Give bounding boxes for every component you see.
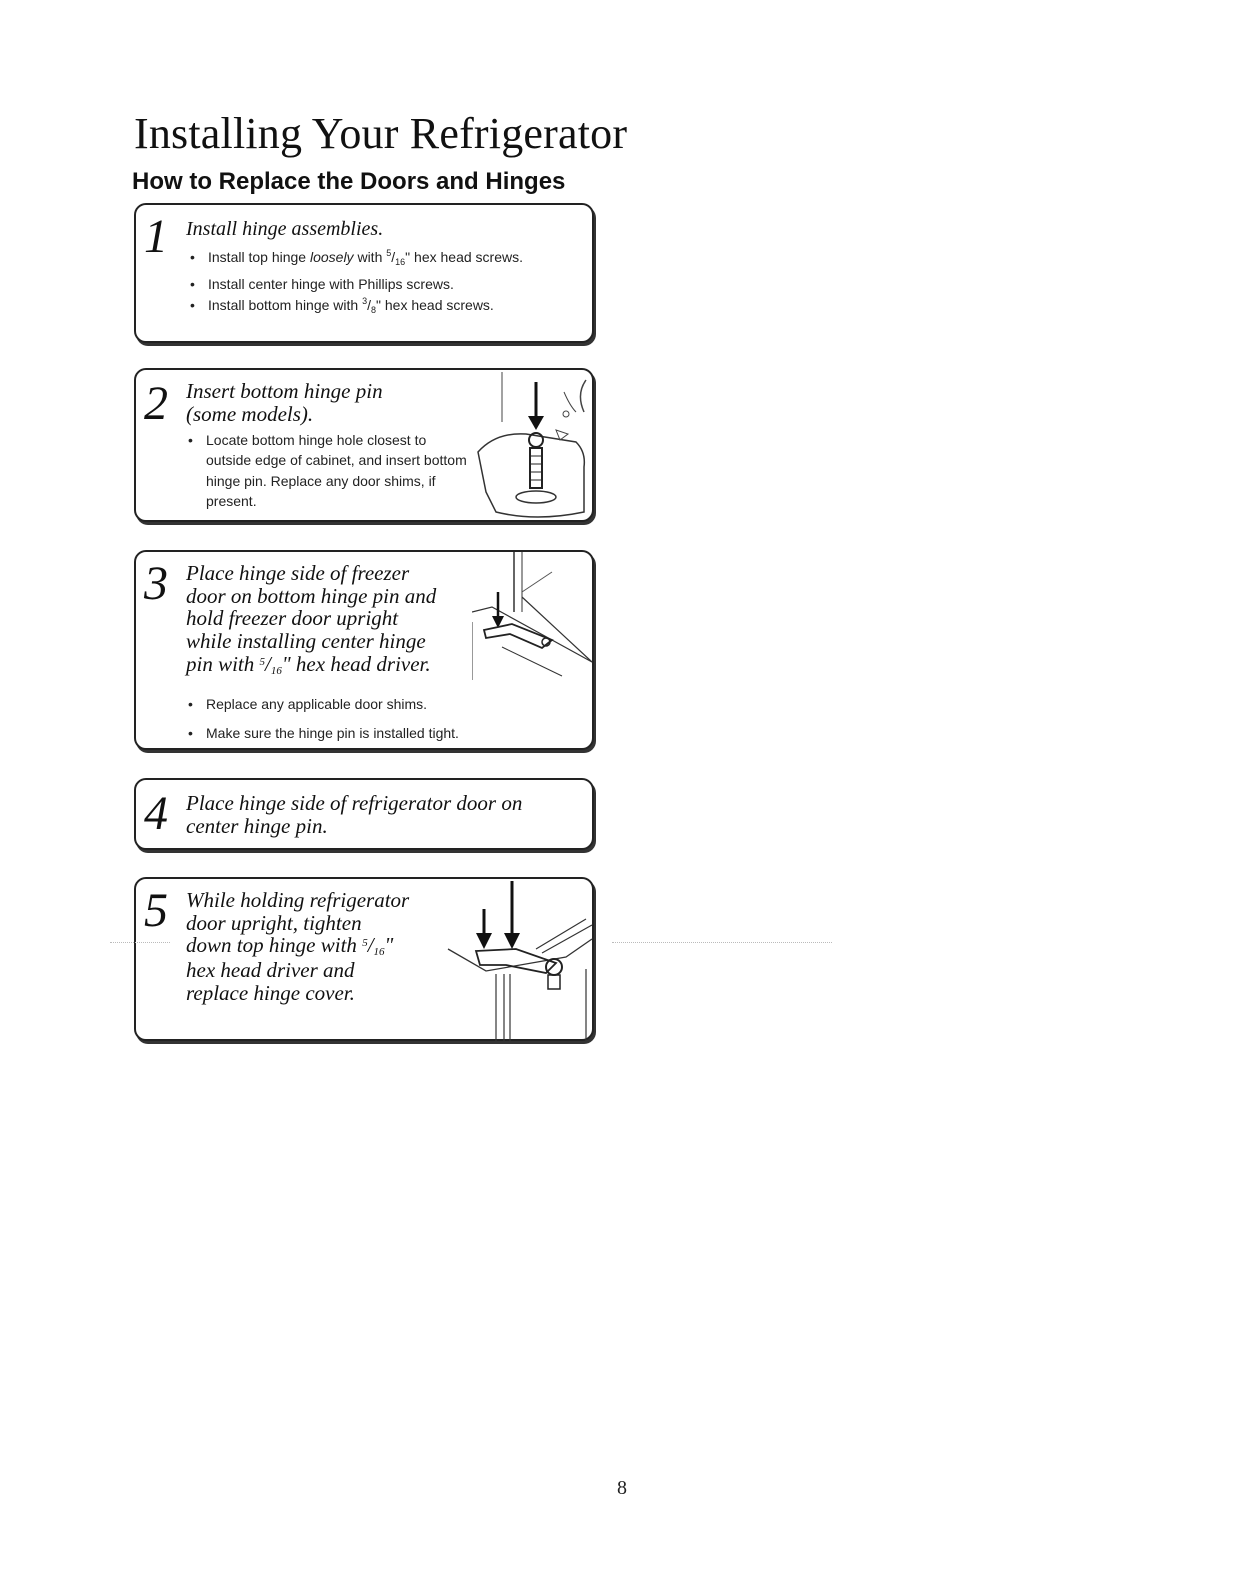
step-2-title: Insert bottom hinge pin (some models). (186, 379, 383, 426)
step-1-bullets (186, 247, 566, 317)
step-5-title: While holding refrigerator door upright, tighten down top hinge with $^5/_{16}$" hex head driver and replace hinge cover. (186, 888, 410, 1005)
step-4-title: Place hinge side of refrigerator door on center hinge pin. (186, 791, 523, 838)
scan-rule-left (110, 942, 170, 943)
step-5-box (134, 877, 594, 1041)
step-1-box (134, 203, 594, 343)
step-1-bullet: • Install bottom hinge with $^3/_8$" hex head screws. (186, 295, 566, 318)
step-5-number: 5 (144, 884, 168, 937)
top-hinge-illustration (446, 879, 594, 1041)
step-2-bullets (184, 430, 474, 511)
bottom-hinge-pin-illustration (476, 372, 594, 520)
step-1-bullet: • Install top hinge loosely with $^5/_{16}$" hex head screws. (186, 247, 566, 270)
step-1-number: 1 (144, 210, 168, 263)
step-2-bullet: • Locate bottom hinge hole closest to outside edge of cabinet, and insert bottom hinge pin. Replace any door shims, if present. (184, 430, 474, 511)
step-4-number: 4 (144, 787, 168, 840)
step-3-number: 3 (144, 557, 168, 610)
step-3-bullet: • Make sure the hinge pin is installed tight. (184, 723, 564, 744)
step-3-bullet: • Replace any applicable door shims. (184, 694, 564, 715)
center-hinge-illustration (472, 552, 594, 682)
step-1-title: Install hinge assemblies. (186, 218, 384, 240)
page-subtitle: How to Replace the Doors and Hinges (132, 168, 566, 195)
step-3-bullets (184, 694, 564, 744)
step-3-title: Place hinge side of freezer door on bottom hinge pin and hold freezer door upright while installing center hinge pin with $^5/_{16}$" hex head driver. (186, 561, 437, 677)
step-2-box (134, 368, 594, 522)
step-4-box (134, 778, 594, 850)
step-3-box (134, 550, 594, 750)
page-number: 8 (617, 1477, 627, 1499)
step-2-number: 2 (144, 377, 168, 430)
scan-rule-right (612, 942, 832, 943)
step-1-bullet: • Install center hinge with Phillips screws. (186, 274, 566, 295)
page-title: Installing Your Refrigerator (134, 109, 628, 158)
